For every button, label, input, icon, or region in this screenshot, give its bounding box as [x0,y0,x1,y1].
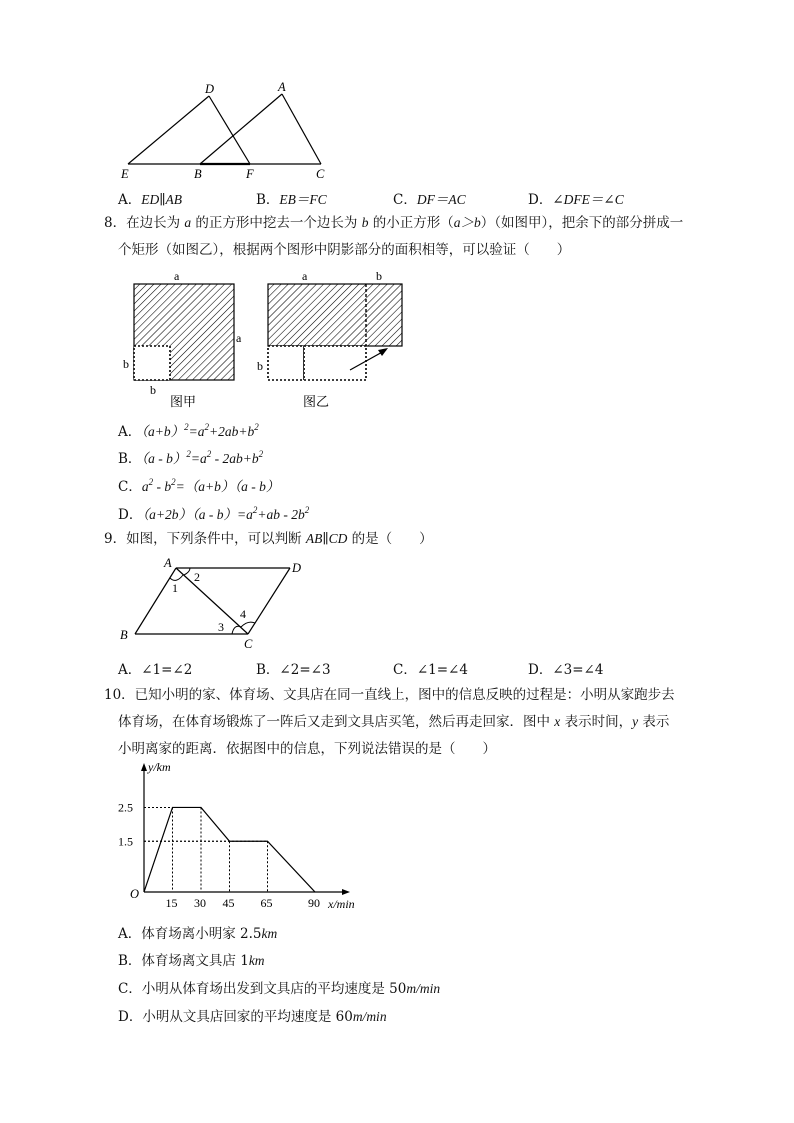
option-letter: B． [118,953,142,969]
option-letter: C． [118,479,142,495]
arc-angle-2 [184,568,190,575]
label-A: A [164,556,172,570]
option-letter: B． [256,662,280,678]
origin-label: O [130,887,140,901]
q8-stem-line2: 个矩形（如图乙），根据两个图形中阴影部分的面积相等，可以验证（ ） [118,242,571,258]
y-tick-label: 1.5 [118,834,133,849]
segment-ED [128,96,209,164]
option-letter: C． [118,981,142,997]
segment-DF [209,96,250,164]
option-text: ∠1=∠4 [416,662,468,678]
option-letter: A． [118,192,142,208]
q10-option-c[interactable] [118,977,440,997]
segment-CD [248,568,290,634]
q9-stem: 9．如图，下列条件中，可以判断 AB∥CD 的是（ ） [104,531,433,547]
q10-option-d[interactable] [118,1005,387,1025]
q8-option-a[interactable] [118,420,259,440]
option-unit: m/min [352,1009,387,1024]
x-tick-label: 15 [165,896,178,910]
fig1-label-a-right: a [236,331,242,345]
fig2-label-b-top: b [376,269,382,283]
option-letter: D． [528,192,553,208]
label-2: 2 [194,570,200,584]
q7-option-a[interactable] [118,188,182,208]
q10-stem-line3: 小明离家的距离．依据图中的信息，下列说法错误的是（ ） [118,741,496,757]
fig1-caption: 图甲 [170,394,197,409]
chart-labels [118,762,355,911]
y-tick-label: 2.5 [118,800,133,815]
q10-chart [110,762,370,914]
segment-AC [282,94,321,164]
q9-option-a[interactable] [118,658,192,678]
q9-option-b[interactable] [256,658,331,678]
label-4: 4 [240,607,246,621]
option-text: ∠DFE＝∠C [552,192,624,207]
label-1: 1 [172,581,178,595]
option-letter: C． [393,662,417,678]
option-text: $a^2 - b^2=(a+b)(a - b)$ [141,477,280,494]
segment-BA [200,94,282,164]
fig2-hatched-rect [268,284,402,346]
fig1-label-a-top: a [174,269,180,283]
label-F: F [246,167,254,181]
option-unit: km [261,926,278,941]
fig2-label-a: a [302,269,308,283]
option-text: ∠2=∠3 [279,662,331,678]
option-letter: A． [118,662,142,678]
q7-option-c[interactable] [393,188,466,208]
x-axis-label: x/min [328,897,355,911]
option-text: ED∥AB [141,192,182,207]
fig1-label-b-left: b [123,357,129,371]
q7-figure [110,76,350,186]
option-text: 小明从文具店回家的平均速度是 60 [142,1009,353,1025]
label-A: A [278,80,286,94]
q9-option-d[interactable] [528,658,603,678]
label-D: D [205,82,215,96]
x-axis-arrow [342,889,350,895]
option-text: $(a+b)^2=a^2+2ab+b^2$ [141,422,259,439]
y-axis-label: y/km [148,762,171,774]
label-C: C [316,167,325,181]
option-letter: C． [393,192,417,208]
q10-option-b[interactable] [118,949,265,969]
option-text: DF＝AC [416,192,466,207]
label-C: C [244,637,253,651]
label-D: D [292,561,302,575]
x-tick-label: 45 [222,896,235,910]
option-text: 体育场离小明家 2.5 [141,926,262,942]
q10-option-a[interactable] [118,922,277,942]
option-letter: A． [118,926,142,942]
q8-stem-line1: 8．在边长为 a 的正方形中挖去一个边长为 b 的小正方形（a＞b）（如图甲），把余下的部分拼成一 [104,215,684,231]
option-unit: km [248,953,265,968]
arc-angle-1 [170,575,183,580]
q8-figures [110,264,430,414]
label-B: B [120,628,128,642]
q8-option-c[interactable] [118,475,279,495]
q10-stem-line1: 10．已知小明的家、体育场、文具店在同一直线上，图中的信息反映的过程是：小明从家跑步去 [104,687,675,703]
x-tick-label: 90 [308,896,320,910]
segment-AC [176,568,248,634]
fig2-bottom-strip-right [304,346,366,380]
option-text: 小明从体育场出发到文具店的平均速度是 50 [141,981,407,997]
label-3: 3 [218,620,224,634]
q7-option-b[interactable] [256,188,327,208]
label-E: E [121,167,129,181]
fig2-bottom-strip-left [268,346,304,380]
segment-AB [135,568,176,634]
option-unit: m/min [406,981,441,996]
option-letter: D． [528,662,553,678]
fig2-label-b-left: b [257,359,263,373]
q8-option-d[interactable] [118,503,309,523]
q9-figure [110,552,330,652]
y-axis-arrow [141,763,147,771]
q9-option-c[interactable] [393,658,468,678]
x-tick-label: 30 [194,896,206,910]
option-text: ∠3=∠4 [552,662,604,678]
option-letter: B． [256,192,280,208]
option-text: $(a+2b)(a - b)=a^2+ab - 2b^2$ [142,505,310,522]
chart-grid [144,807,268,892]
arc-angle-3 [232,626,241,634]
option-letter: A． [118,424,142,440]
fig1-small-square [134,346,170,380]
q7-option-d[interactable] [528,188,624,208]
fig2-caption: 图乙 [303,394,330,409]
fig2-arrow-head [378,348,388,356]
x-tick-label: 65 [260,896,273,910]
q8-option-b[interactable] [118,447,263,467]
option-text: EB＝FC [279,192,327,207]
option-text: ∠1=∠2 [141,662,193,678]
option-letter: B． [118,451,142,467]
option-text: 体育场离文具店 1 [141,953,249,969]
label-B: B [194,167,202,181]
option-letter: D． [118,507,143,523]
fig1-label-b-bottom: b [150,383,156,397]
option-text: $(a - b)^2=a^2 - 2ab+b^2$ [141,449,264,466]
q10-stem-line2: 体育场，在体育场锻炼了一阵后又走到文具店买笔，然后再走回家．图中 x 表示时间，y 表示 [118,714,670,730]
option-letter: D． [118,1009,143,1025]
